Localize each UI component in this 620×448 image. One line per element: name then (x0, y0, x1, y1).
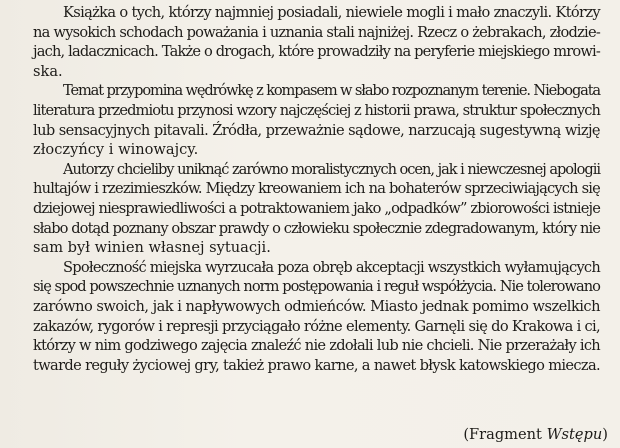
paragraph-1 (0, 3, 620, 81)
text-line: dziejowej niesprawiedliwości a potraktowaniem jako „odpadków” zbiorowości istnieje (33, 199, 600, 217)
text-line: lub sensacyjnych pitavali. Źródła, przeważnie sądowe, narzucają sugestywną wizję (33, 121, 600, 139)
body-text (0, 3, 620, 375)
attribution-suffix: ) (602, 426, 608, 443)
attribution-prefix: (Fragment (463, 426, 547, 443)
text-line: na wysokich schodach poważania i uznania stali najniżej. Rzecz o żebrakach, złodzie- (33, 23, 600, 41)
text-line: hultajów i rzezimieszków. Między kreowaniem ich na bohaterów sprzeciwiających się (33, 180, 600, 198)
attribution-title: Wstępu (546, 426, 603, 443)
fragment-attribution (463, 425, 608, 444)
text-line: się spod powszechnie uznanych norm postępowania i reguł współżycia. Nie tolerowano (33, 278, 600, 296)
text-line: jach, ladacznicach. Także o drogach, które prowadziły na peryferie miejskiego mrowi- (33, 43, 600, 61)
text-line: zarówno swoich, jak i napływowych odmieńców. Miasto jednak pomimo wszelkich (33, 297, 600, 315)
paragraph-2 (0, 81, 620, 159)
text-line: którzy w nim godziwego zajęcia znaleźć nie zdołali lub nie chcieli. Nie przerażały ich (33, 337, 600, 355)
text-line: zakazów, rygorów i represji przyciągało różne elementy. Garnęli się do Krakowa i ci, (33, 317, 600, 335)
text-line: Temat przypomina wędrówkę z kompasem w słabo rozpoznanym terenie. Niebogata (63, 82, 600, 100)
paragraph-3 (0, 160, 620, 258)
text-line: Książka o tych, którzy najmniej posiadali, niewiele mogli i mało znaczyli. Którzy (63, 4, 600, 21)
text-line: twarde reguły życiowej gry, takież prawo karne, a nawet błysk katowskiego miecza. (33, 356, 600, 374)
text-line: sam był winien własnej sytuacji. (33, 239, 271, 257)
text-line: literatura przedmiotu przynosi wzory najczęściej z historii prawa, struktur społecznych (33, 101, 600, 119)
text-line: słabo dotąd poznany obszar prawdy o człowieku społecznie zdegradowanym, który nie (33, 219, 600, 237)
text-line: Społeczność miejska wyrzucała poza obręb akceptacji wszystkich wyłamujących (63, 258, 600, 276)
text-line: ska. (33, 62, 63, 80)
paragraph-4 (0, 258, 620, 376)
text-line: Autorzy chcieliby uniknąć zarówno moralistycznych ocen, jak i niewczesnej apologii (63, 160, 600, 178)
text-line: złoczyńcy i winowajcy. (33, 141, 199, 159)
